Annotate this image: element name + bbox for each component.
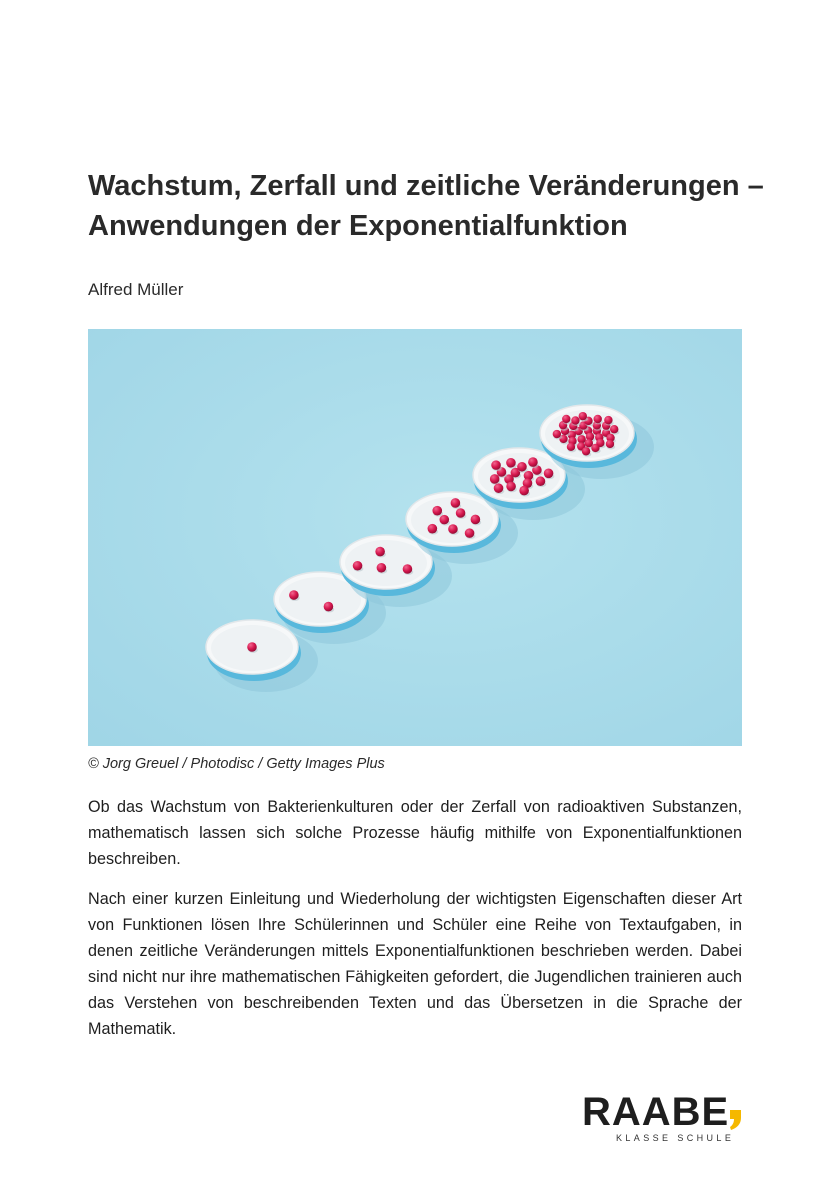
bacteria-dot [591,444,599,452]
bacteria-dot [528,457,538,467]
bacteria-dot [471,515,481,525]
bacteria-dot [579,412,587,420]
bacteria-dot [606,440,614,448]
raabe-logo [582,1090,752,1143]
bacteria-dot [324,602,334,612]
dish-inner [279,577,361,623]
cover-photo [88,329,742,746]
description-paragraph: Nach einer kurzen Einleitung und Wiederholung der wichtigsten Eigenschaften dieser Art von Funktionen lösen Ihre Schülerinnen und Schüler eine Reihe von Textaufgaben, in denen zeitliche Veränderungen mittels Exponentialfunktionen beschrieben werden. Dabei sind nicht nur ihre mathematischen Fähigkeiten gefordert, die Jugendlichen trainieren auch das Verstehen von beschreibenden Texten und das Übersetzen in die Sprache der Mathematik. [88,890,742,1038]
bacteria-dot [375,547,385,557]
bacteria-dot [604,416,612,424]
bacteria-dot [536,476,546,486]
bacteria-dot [544,469,554,479]
petri-dishes-illustration [88,329,742,746]
logo-wordmark: RAABE [582,1090,730,1134]
bacteria-dot [448,524,458,534]
bacteria-dot [247,642,257,652]
bacteria-dot [432,506,442,516]
author-name: Alfred Müller [88,280,184,299]
bacteria-dot [428,524,438,534]
bacteria-dot [289,590,299,600]
title-line-1: Wachstum, Zerfall und zeitliche Veränderungen – [88,170,764,202]
bacteria-dot [456,508,466,518]
bacteria-dot [594,415,602,423]
bacteria-dot [451,498,461,508]
intro-paragraph: Ob das Wachstum von Bakterienkulturen oder der Zerfall von radioaktiven Substanzen, mathematisch lassen sich solche Prozesse häufig mithilfe von Exponentialfunktionen beschreiben. [88,798,742,868]
bacteria-dot [506,458,516,468]
bacteria-dot [465,528,475,538]
bacteria-dot [582,447,590,455]
bacteria-dot [490,474,500,484]
bacteria-dot [562,415,570,423]
bacteria-dot [377,563,387,573]
logo-tagline: KLASSE SCHULE [616,1133,735,1143]
bacteria-dot [553,430,561,438]
image-credit: © Jorg Greuel / Photodisc / Getty Images Plus [88,756,385,772]
document-title [88,166,768,246]
bacteria-dot [491,460,501,470]
bacteria-dot [494,483,504,493]
bacteria-dot [506,482,516,492]
bacteria-dot [571,416,579,424]
bacteria-dot [567,443,575,451]
bacteria-dot [439,515,449,525]
bacteria-dot [353,561,363,571]
bacteria-dot [519,486,529,496]
bacteria-dot [610,425,618,433]
title-line-2: Anwendungen der Exponentialfunktion [88,210,628,242]
bacteria-dot [517,462,527,472]
bacteria-dot [403,564,413,574]
bacteria-dot [577,435,585,443]
logo-comma-icon [728,1110,742,1130]
